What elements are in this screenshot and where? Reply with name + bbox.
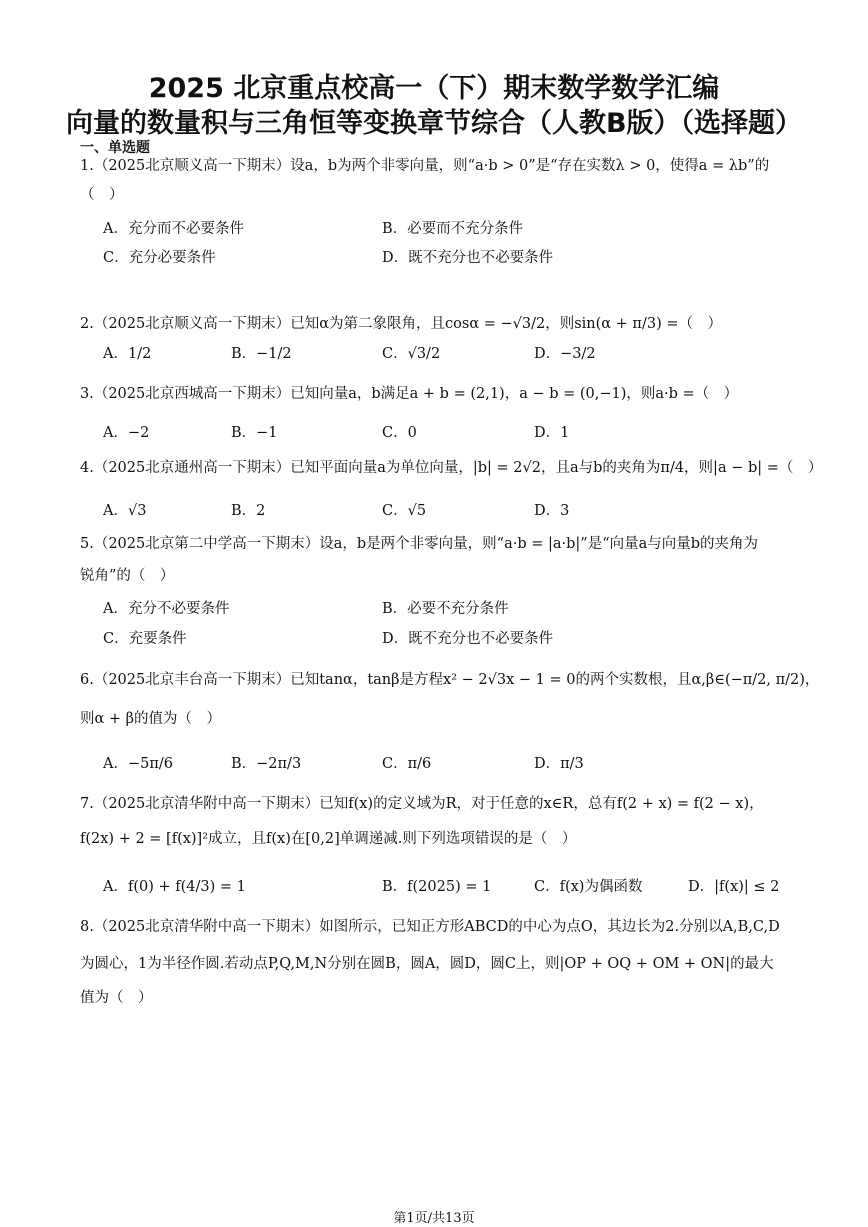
- question-8-line-3: 值为（ ）: [80, 990, 153, 1006]
- question-1-option-b: B．必要而不充分条件: [382, 221, 524, 237]
- question-6-option-a: A．−5π/6: [103, 756, 173, 772]
- question-4-option-b: B．2: [231, 503, 266, 519]
- question-3-option-b: B．−1: [231, 425, 278, 441]
- page-title-line-2: 向量的数量积与三角恒等变换章节综合（人教B版）（选择题）: [65, 108, 803, 139]
- question-2-line-1: 2.（2025北京顺义高一下期末）已知α为第二象限角，且cosα = −√3/2，则sin(α + π/3) =（ ）: [80, 316, 722, 332]
- question-6-option-b: B．−2π/3: [231, 756, 302, 772]
- page-title-line-1: 2025 北京重点校高一（下）期末数学数学汇编: [148, 73, 720, 104]
- question-7-option-d: D．|f(x)| ≤ 2: [688, 879, 780, 895]
- question-6-line-2: 则α + β的值为（ ）: [80, 711, 222, 727]
- question-4-option-c: C．√5: [382, 503, 427, 519]
- question-1-option-c: C．充分必要条件: [103, 250, 216, 266]
- question-7-option-b: B．f(2025) = 1: [382, 879, 492, 895]
- question-4-option-a: A．√3: [103, 503, 147, 519]
- question-3-line-1: 3.（2025北京西城高一下期末）已知向量a，b满足a + b = (2,1)，a − b = (0,−1)，则a·b =（ ）: [80, 386, 739, 402]
- question-6-option-c: C．π/6: [382, 756, 432, 772]
- question-6-line-1: 6.（2025北京丰台高一下期末）已知tanα，tanβ是方程x² − 2√3x − 1 = 0的两个实数根，且α,β∈(−π/2, π/2)，: [80, 672, 820, 688]
- question-2-option-a: A．1/2: [103, 346, 152, 362]
- question-3-option-c: C．0: [382, 425, 417, 441]
- question-2-option-d: D．−3/2: [534, 346, 596, 362]
- question-2-option-b: B．−1/2: [231, 346, 292, 362]
- question-5-option-c: C．充要条件: [103, 631, 187, 647]
- question-7-option-c: C．f(x)为偶函数: [534, 879, 643, 895]
- question-2-option-c: C．√3/2: [382, 346, 441, 362]
- question-5-line-2: 锐角”的（ ）: [80, 568, 175, 584]
- question-7-option-a: A．f(0) + f(4/3) = 1: [103, 879, 246, 895]
- question-4-option-d: D．3: [534, 503, 570, 519]
- question-5-option-b: B．必要不充分条件: [382, 601, 509, 617]
- question-1-line-2: （ ）: [80, 187, 124, 203]
- question-4-line-1: 4.（2025北京通州高一下期末）已知平面向量a为单位向量，|b| = 2√2，且a与b的夹角为π/4，则|a − b| =（ ）: [80, 460, 823, 476]
- question-8-line-1: 8.（2025北京清华附中高一下期末）如图所示，已知正方形ABCD的中心为点O，其边长为2.分别以A,B,C,D: [80, 919, 780, 935]
- question-5-option-d: D．既不充分也不必要条件: [382, 631, 554, 647]
- question-8-line-2: 为圆心，1为半径作圆.若动点P,Q,M,N分别在圆B，圆A，圆D，圆C上，则|OP + OQ + OM + ON|的最大: [80, 956, 774, 972]
- question-3-option-a: A．−2: [103, 425, 150, 441]
- question-6-option-d: D．π/3: [534, 756, 584, 772]
- page-footer: 第1页/共13页: [393, 1211, 475, 1226]
- question-7-line-1: 7.（2025北京清华附中高一下期末）已知f(x)的定义域为R，对于任意的x∈R，总有f(2 + x) = f(2 − x)，: [80, 796, 764, 812]
- question-1-line-1: 1.（2025北京顺义高一下期末）设a，b为两个非零向量，则“a·b > 0”是“存在实数λ > 0，使得a = λb”的: [80, 158, 770, 174]
- question-1-option-a: A．充分而不必要条件: [103, 221, 244, 237]
- question-3-option-d: D．1: [534, 425, 570, 441]
- question-1-option-d: D．既不充分也不必要条件: [382, 250, 554, 266]
- question-7-line-2: f(2x) + 2 = [f(x)]²成立，且f(x)在[0,2]单调递减.则下列选项错误的是（ ）: [80, 831, 577, 847]
- section-heading: 一、单选题: [80, 140, 150, 156]
- question-5-line-1: 5.（2025北京第二中学高一下期末）设a，b是两个非零向量，则“a·b = |a·b|”是“向量a与向量b的夹角为: [80, 536, 759, 552]
- question-5-option-a: A．充分不必要条件: [103, 601, 230, 617]
